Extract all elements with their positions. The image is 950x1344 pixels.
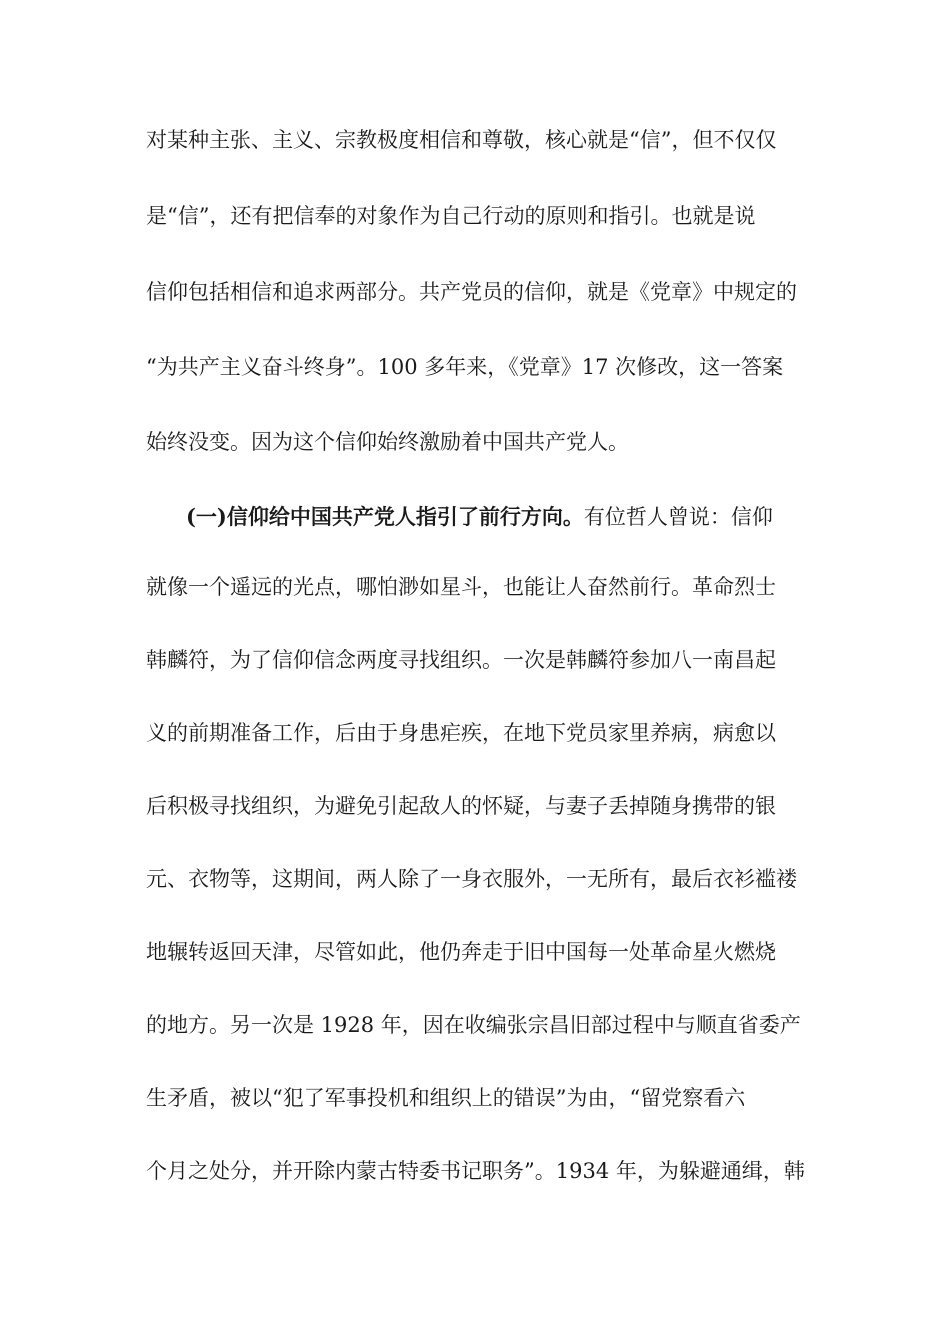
section-heading-continuation: 有位哲人曾说：信仰 [583, 505, 773, 529]
body-text-line: 地辗转返回天津，尽管如此，他仍奔走于旧中国每一处革命星火燃烧 [146, 940, 776, 964]
body-text-line: 的地方。另一次是 1928 年，因在收编张宗昌旧部过程中与顺直省委产 [146, 1013, 801, 1037]
body-text-line: 就像一个遥远的光点，哪怕渺如星斗，也能让人奋然前行。革命烈士 [146, 575, 776, 599]
body-text-line: 是“信”，还有把信奉的对象作为自己行动的原则和指引。也就是说 [146, 204, 756, 228]
body-text-line: 义的前期准备工作，后由于身患疟疾，在地下党员家里养病，病愈以 [146, 721, 776, 745]
body-text-line: “为共产主义奋斗终身”。100 多年来，《党章》17 次修改，这一答案 [146, 355, 784, 379]
body-text-line: 始终没变。因为这个信仰始终激励着中国共产党人。 [146, 430, 629, 454]
section-heading: (一)信仰给中国共产党人指引了前行方向。 [186, 504, 584, 529]
body-text-line: 个月之处分，并开除内蒙古特委书记职务”。1934 年，为躲避通缉，韩 [146, 1159, 805, 1183]
body-text-line: 对某种主张、主义、宗教极度相信和尊敬，核心就是“信”，但不仅仅 [146, 128, 777, 152]
body-text-line: 生矛盾，被以“犯了军事投机和组织上的错误”为由，“留党察看六 [146, 1086, 746, 1110]
body-text-line: 信仰包括相信和追求两部分。共产党员的信仰，就是《党章》中规定的 [146, 280, 797, 304]
body-text-line: 元、衣物等，这期间，两人除了一身衣服外，一无所有，最后衣衫褴褛 [146, 867, 797, 891]
body-text-line: 后积极寻找组织，为避免引起敌人的怀疑，与妻子丢掉随身携带的银 [146, 794, 776, 818]
section-heading-line [186, 497, 806, 537]
body-text-line: 韩麟符，为了信仰信念两度寻找组织。一次是韩麟符参加八一南昌起 [146, 648, 776, 672]
